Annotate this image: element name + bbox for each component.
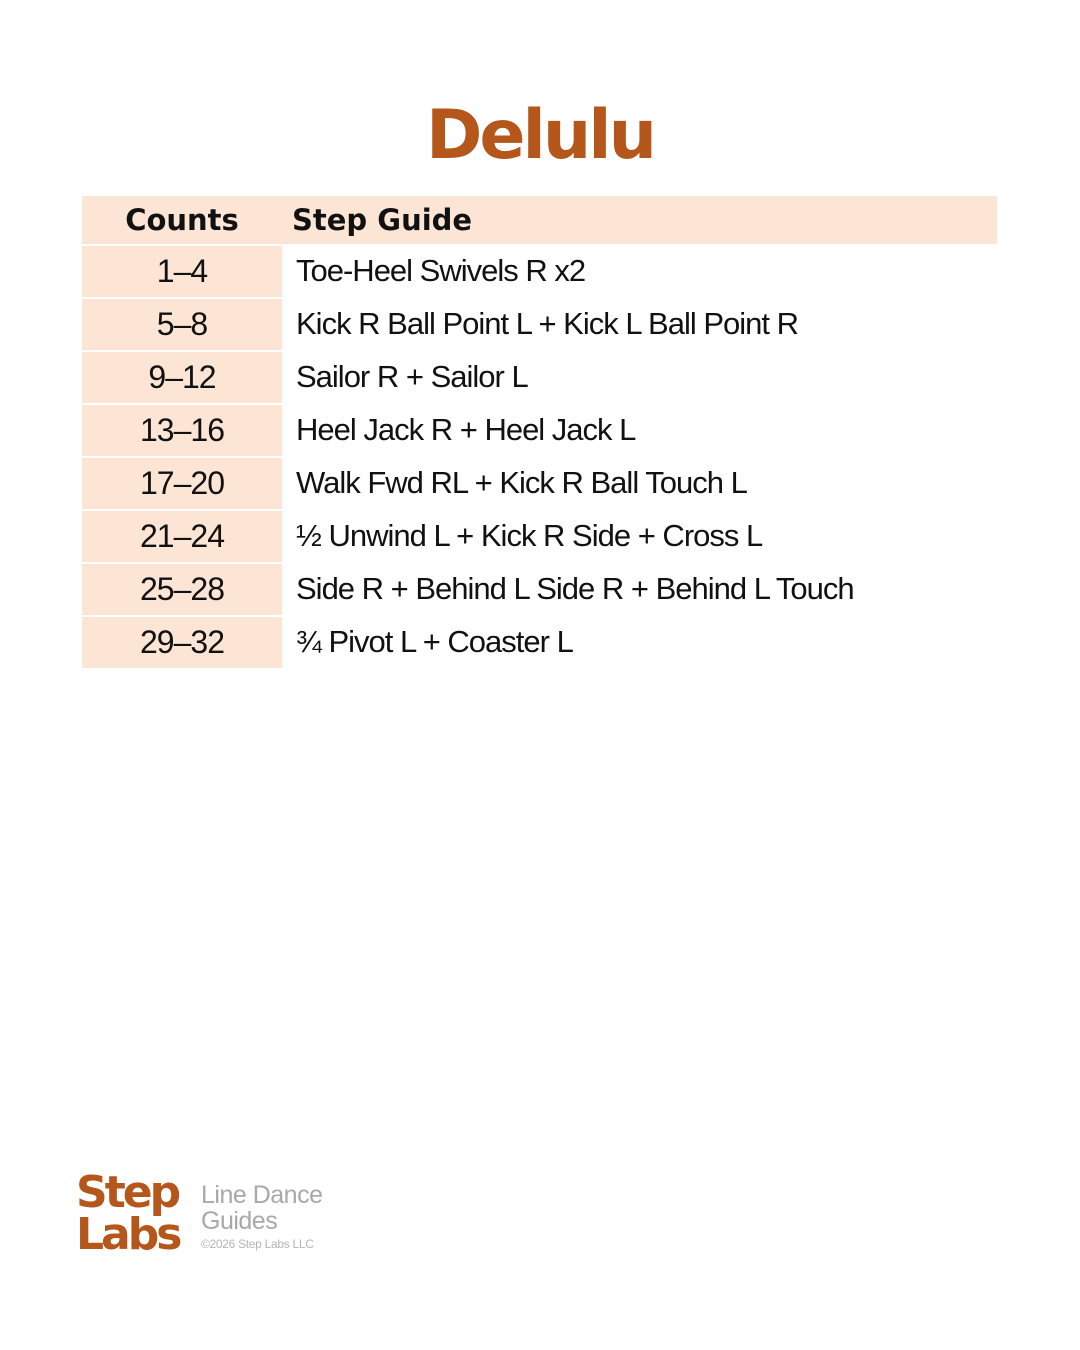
counts-cell: 29–32 — [82, 617, 282, 668]
table-row — [82, 456, 997, 509]
copyright: ©2026 Step Labs LLC — [201, 1237, 314, 1251]
table-row — [82, 244, 997, 297]
step-table — [82, 196, 997, 668]
table-row — [82, 297, 997, 350]
table-row — [82, 350, 997, 403]
step-cell: Sailor R + Sailor L — [296, 358, 528, 394]
step-cell: ½ Unwind L + Kick R Side + Cross L — [296, 517, 763, 553]
table-header — [82, 196, 997, 244]
step-cell: ¾ Pivot L + Coaster L — [296, 623, 573, 659]
step-cell: Toe-Heel Swivels R x2 — [296, 252, 586, 288]
counts-cell: 21–24 — [82, 511, 282, 562]
logo-line-1: Step — [76, 1167, 179, 1218]
counts-cell: 1–4 — [82, 246, 282, 297]
table-row — [82, 403, 997, 456]
tagline — [201, 1182, 322, 1234]
step-labs-logo — [76, 1167, 180, 1260]
counts-cell: 17–20 — [82, 458, 282, 509]
step-cell: Heel Jack R + Heel Jack L — [296, 411, 636, 447]
counts-cell: 13–16 — [82, 405, 282, 456]
step-cell: Kick R Ball Point L + Kick L Ball Point R — [296, 305, 799, 341]
step-cell: Walk Fwd RL + Kick R Ball Touch L — [296, 464, 747, 500]
counts-cell: 25–28 — [82, 564, 282, 615]
table-row — [82, 509, 997, 562]
counts-cell: 9–12 — [82, 352, 282, 403]
table-row — [82, 562, 997, 615]
tagline-line-2: Guides — [201, 1207, 278, 1235]
table-body — [82, 244, 997, 668]
header-counts: Counts — [125, 203, 239, 237]
tagline-line-1: Line Dance — [201, 1181, 323, 1209]
page-title: Delulu — [425, 96, 654, 175]
logo-line-2: Labs — [76, 1209, 180, 1260]
counts-cell: 5–8 — [82, 299, 282, 350]
header-step-guide: Step Guide — [292, 203, 473, 237]
table-row — [82, 615, 997, 668]
step-cell: Side R + Behind L Side R + Behind L Touch — [296, 570, 854, 606]
